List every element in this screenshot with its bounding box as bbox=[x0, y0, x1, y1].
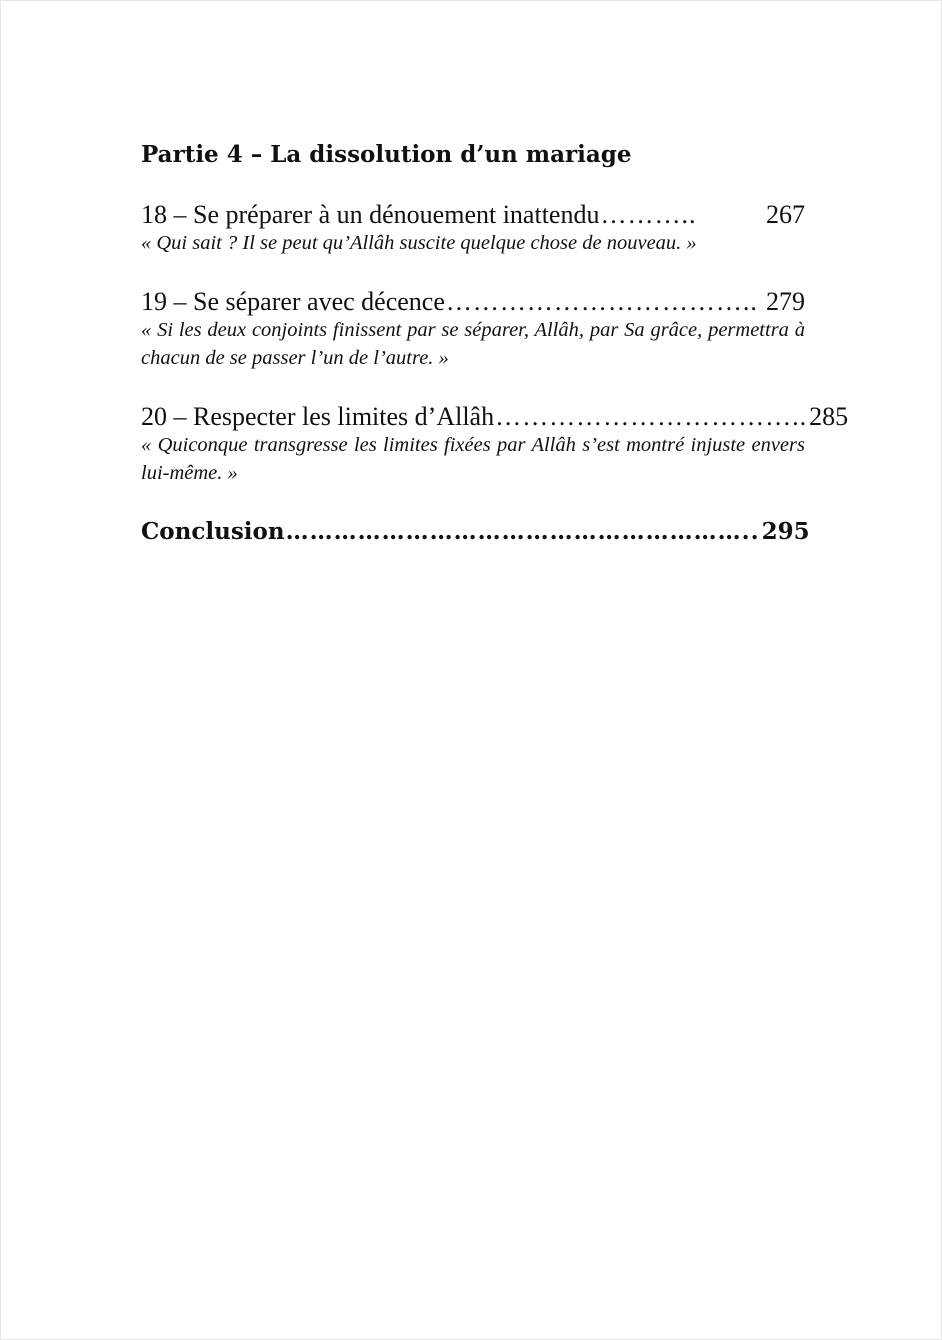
toc-entry-title: 20 – Respecter les limites d’Allâh bbox=[141, 402, 495, 431]
part-title: Partie 4 – La dissolution d’un mariage bbox=[141, 141, 632, 168]
toc-page-number: 279 bbox=[766, 287, 805, 316]
toc-entry-18 bbox=[141, 199, 805, 257]
toc-entry-20 bbox=[141, 401, 849, 487]
toc-dot-leader: ………………………………………………….. bbox=[285, 518, 760, 545]
toc-entry-19 bbox=[141, 286, 805, 372]
toc-entry-title: 19 – Se séparer avec décence bbox=[141, 287, 445, 316]
toc-dot-leader: ……….. bbox=[600, 200, 697, 229]
toc-entry-line bbox=[141, 199, 805, 231]
toc-page-number: 285 bbox=[809, 402, 849, 431]
toc-dot-leader: …………………………….. bbox=[445, 287, 758, 316]
toc-entry-line bbox=[141, 286, 805, 318]
toc-entry-title: 18 – Se préparer à un dénouement inattendu bbox=[141, 200, 600, 229]
toc-entry-quote: « Quiconque transgresse les limites fixées par Allâh s’est montré injuste envers lui-même. » bbox=[141, 434, 805, 484]
toc-page-number: 267 bbox=[766, 200, 805, 229]
toc-dot-leader: …………………………….. bbox=[495, 402, 808, 431]
toc-page-number: 295 bbox=[761, 518, 810, 545]
toc-entry-quote: « Si les deux conjoints finissent par se séparer, Allâh, par Sa grâce, permettra à chacun de se passer l’un de l’autre. » bbox=[141, 319, 805, 369]
toc-entry-line bbox=[141, 401, 849, 433]
toc-entry-title: Conclusion bbox=[141, 518, 285, 545]
toc-entry-line bbox=[141, 516, 810, 548]
table-of-contents bbox=[141, 139, 849, 577]
toc-entry-quote: « Qui sait ? Il se peut qu’Allâh suscite quelque chose de nouveau. » bbox=[141, 232, 697, 254]
toc-entry-conclusion bbox=[141, 516, 810, 548]
